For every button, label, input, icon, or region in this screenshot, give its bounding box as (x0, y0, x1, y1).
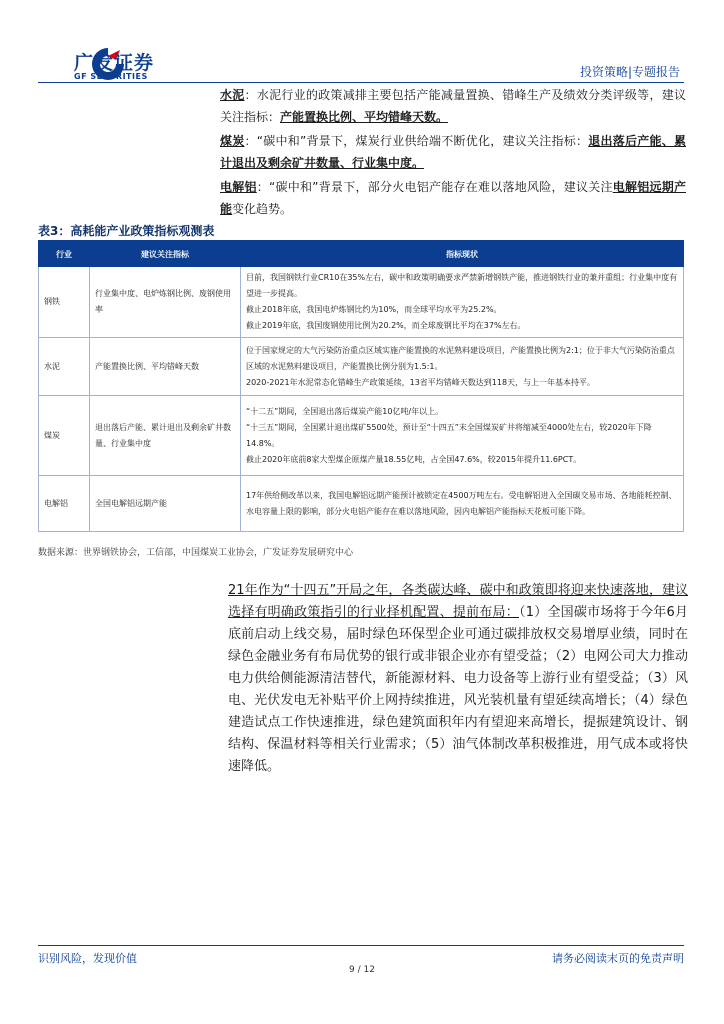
table-row (39, 476, 684, 532)
table-header-indicators: 建议关注指标 (90, 243, 241, 267)
row-indicators: 退出落后产能、累计退出及剩余矿井数量、行业集中度 (90, 396, 241, 476)
row-indicators: 全国电解铝远期产能 (90, 476, 241, 532)
report-category: 投资策略|专题报告 (579, 65, 680, 79)
cement-paragraph: 水泥：水泥行业的政策减排主要包括产能减量置换、错峰生产及绩效分类评级等，建议关注指标：产能置换比例、平均错峰天数。 (220, 88, 686, 124)
logo-text-en: GF SECURITIES (74, 72, 148, 81)
table-header-status: 指标现状 (241, 243, 684, 267)
row-status: 位于国家规定的大气污染防治重点区域实施产能置换的水泥熟料建设项目，产能置换比例为2:1；位于非大气污染防治重点区域的水泥熟料建设项目，产能置换比例分别为1.5:1。 2020-2021年水泥常态化错峰生产政策延续，13省平均错峰天数达到118天，与上一年基本持平。 (241, 338, 684, 396)
summary-lead: 21年作为“十四五”开局之年，各类碳达峰、碳中和政策即将迎来快速落地，建议选择有明确政策指引的行业择机配置、提前布局： (228, 583, 688, 620)
page-number: 9 / 12 (349, 965, 375, 975)
row-status: “十二五”期间，全国退出落后煤炭产能10亿吨/年以上。 “十三五”期间，全国累计退出煤矿5500处，预计至“十四五”末全国煤炭矿井将缩减至4000处左右，较2020年下降14.8%。 截止2020年底前8家大型煤企原煤产量18.55亿吨，占全国47.6%，较2015年提升11.6PCT。 (241, 396, 684, 476)
coal-term: 煤炭 (220, 134, 245, 148)
footer-disclaimer: 请务必阅读末页的免责声明 (552, 952, 684, 965)
table-header-industry: 行业 (39, 243, 90, 267)
aluminum-term: 电解铝 (220, 180, 257, 194)
summary-body: （1）全国碳市场将于今年6月底前启动上线交易，届时绿色环保型企业可通过碳排放权交易增厚业绩，同时在绿色金融业务有布局优势的银行或非银企业亦有望受益；（2）电网公司大力推动电力供给侧能源清洁替代，新能源材料、电力设备等上游行业有望受益；（3）风电、光伏发电无补贴平价上网持续推进，风光装机量有望延续高增长；（4）绿色建造试点工作快速推进，绿色建筑面积年内有望迎来高增长，提振建筑设计、钢结构、保温材料等相关行业需求；（5）油气体制改革积极推进，用气成本或将快速降低。 (228, 605, 688, 774)
row-industry: 电解铝 (39, 476, 90, 532)
policy-indicator-table (38, 242, 684, 532)
row-industry: 煤炭 (39, 396, 90, 476)
row-indicators: 行业集中度、电炉炼钢比例、废钢使用率 (90, 267, 241, 338)
table-row (39, 267, 684, 338)
row-industry: 水泥 (39, 338, 90, 396)
table-title: 表3：高耗能产业政策指标观测表 (38, 224, 215, 238)
row-industry: 钢铁 (39, 267, 90, 338)
table-row (39, 338, 684, 396)
row-status: 目前，我国钢铁行业CR10在35%左右，碳中和政策明确要求严禁新增钢铁产能，推进钢铁行业的兼并重组；行业集中度有望进一步提高。 截止2018年底，我国电炉炼钢比约为10%，而全球平均水平为25.2%。 截止2019年底，我国废钢使用比例为20.2%，而全球废钢比平均在37%左右。 (241, 267, 684, 338)
footer-slogan: 识别风险，发现价值 (38, 952, 137, 965)
summary-paragraph (228, 580, 688, 778)
logo-text-cn: 广发证券 (74, 52, 155, 74)
header-divider (38, 82, 684, 83)
coal-paragraph: 煤炭：“碳中和”背景下，煤炭行业供给端不断优化，建议关注指标：退出落后产能、累计退出及剩余矿井数量、行业集中度。 (220, 134, 686, 170)
cement-term: 水泥 (220, 88, 245, 102)
row-indicators: 产能置换比例、平均错峰天数 (90, 338, 241, 396)
row-status: 17年供给侧改革以来，我国电解铝远期产能预计被锁定在4500万吨左右。受电解铝进入全国碳交易市场、各地能耗控制、水电容量上限的影响，部分火电铝产能存在难以落地风险，因内电解铝产能指标天花板可能下降。 (241, 476, 684, 532)
table-row (39, 396, 684, 476)
table-source: 数据来源：世界钢铁协会，工信部，中国煤炭工业协会，广发证券发展研究中心 (38, 548, 354, 558)
footer-divider (38, 945, 684, 946)
aluminum-paragraph: 电解铝：“碳中和”背景下，部分火电铝产能存在难以落地风险，建议关注电解铝远期产能变化趋势。 (220, 180, 686, 216)
